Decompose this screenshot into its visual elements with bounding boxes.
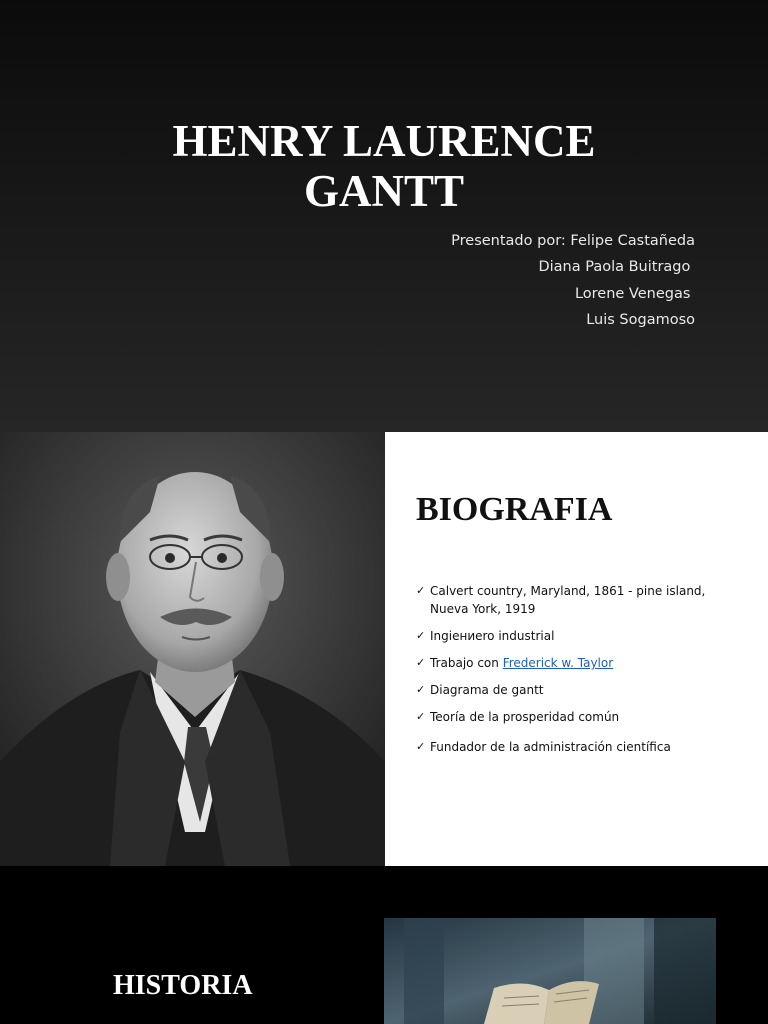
title-line-1: HENRY LAURENCE bbox=[172, 116, 596, 166]
history-heading: HISTORIA bbox=[113, 970, 253, 1001]
biography-slide bbox=[0, 432, 768, 866]
history-slide bbox=[0, 866, 768, 1024]
list-item-text: Calvert country, Maryland, 1861 - pine island, Nueva York, 1919 bbox=[430, 584, 706, 616]
list-item bbox=[414, 654, 714, 672]
presenter-line: Diana Paola Buitrago bbox=[538, 259, 695, 276]
list-item-text: Teoría de la prosperidad común bbox=[430, 710, 620, 724]
list-item bbox=[414, 627, 714, 645]
list-item bbox=[414, 681, 714, 699]
list-item-text: Diagrama de gantt bbox=[430, 683, 544, 697]
history-photo bbox=[384, 918, 716, 1024]
slide-title bbox=[120, 116, 648, 216]
biography-list bbox=[414, 582, 714, 756]
portrait-photo bbox=[0, 432, 385, 866]
list-item bbox=[414, 738, 714, 756]
biography-heading: BIOGRAFIA bbox=[416, 491, 613, 528]
list-item-text: Fundador de la administración científica bbox=[430, 740, 671, 754]
checkmark-icon: ✓ bbox=[416, 656, 426, 669]
presenters-block bbox=[295, 228, 695, 333]
checkmark-icon: ✓ bbox=[416, 584, 426, 597]
presenter-line: Lorene Venegas bbox=[574, 285, 695, 302]
checkmark-icon: ✓ bbox=[416, 629, 426, 642]
title-line-2: GANTT bbox=[303, 166, 465, 216]
list-item bbox=[414, 708, 714, 726]
list-item-text: Ingiениеro industrial bbox=[430, 629, 555, 643]
presenter-line: Presentado por: Felipe Castañeda bbox=[451, 233, 695, 249]
checkmark-icon: ✓ bbox=[416, 683, 426, 696]
list-item-text: Trabajo con bbox=[430, 656, 503, 670]
checkmark-icon: ✓ bbox=[416, 710, 426, 723]
list-item bbox=[414, 582, 714, 618]
presenter-line: Luis Sogamoso bbox=[586, 311, 695, 328]
checkmark-icon: ✓ bbox=[416, 740, 426, 753]
title-slide bbox=[0, 0, 768, 432]
frederick-taylor-link[interactable]: Frederick w. Taylor bbox=[502, 656, 614, 670]
